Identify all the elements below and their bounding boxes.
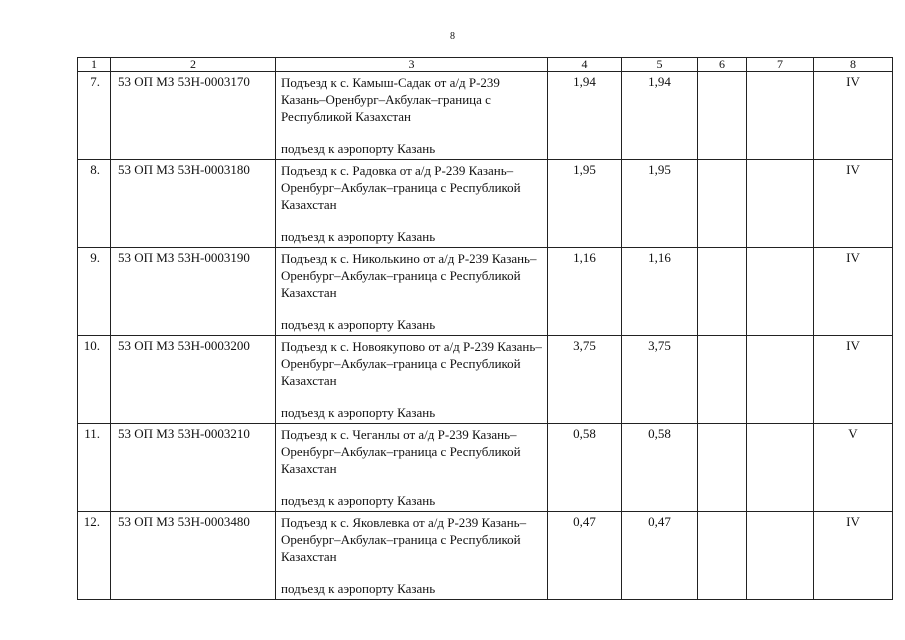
length-value: 3,75 <box>548 336 622 424</box>
length-value: 0,58 <box>548 424 622 512</box>
length-value: 1,95 <box>548 160 622 248</box>
column-7-value <box>747 512 814 600</box>
page-number: 8 <box>450 31 455 42</box>
road-category: V <box>814 424 893 512</box>
column-6-value <box>698 424 747 512</box>
length-value-2: 1,16 <box>622 248 698 336</box>
road-category: IV <box>814 160 893 248</box>
header-row <box>78 58 893 72</box>
table-body <box>78 72 893 600</box>
column-6-value <box>698 160 747 248</box>
row-number: 9. <box>78 248 111 336</box>
column-header: 1 <box>78 58 111 72</box>
road-note: подъезд к аэропорту Казань <box>281 141 436 156</box>
road-code: 53 ОП МЗ 53Н-0003170 <box>111 72 276 160</box>
road-note: подъезд к аэропорту Казань <box>281 317 436 332</box>
length-value: 1,94 <box>548 72 622 160</box>
column-header: 7 <box>747 58 814 72</box>
column-7-value <box>747 336 814 424</box>
road-name-cell <box>276 512 548 600</box>
column-7-value <box>747 248 814 336</box>
roads-table <box>77 57 893 600</box>
column-header: 8 <box>814 58 893 72</box>
column-header: 3 <box>276 58 548 72</box>
road-code: 53 ОП МЗ 53Н-0003200 <box>111 336 276 424</box>
length-value-2: 0,47 <box>622 512 698 600</box>
length-value: 1,16 <box>548 248 622 336</box>
row-number: 11. <box>78 424 111 512</box>
length-value-2: 1,95 <box>622 160 698 248</box>
column-header: 4 <box>548 58 622 72</box>
road-name: Подъезд к с. Яковлевка от а/д Р-239 Казань–Оренбург–Акбулак–граница с Республикой Казахстан <box>281 515 527 564</box>
road-name-cell <box>276 336 548 424</box>
road-category: IV <box>814 248 893 336</box>
column-header: 2 <box>111 58 276 72</box>
road-category: IV <box>814 72 893 160</box>
road-name: Подъезд к с. Чеганлы от а/д Р-239 Казань–Оренбург–Акбулак–граница с Республикой Казахстан <box>281 427 521 476</box>
column-header: 6 <box>698 58 747 72</box>
table-row <box>78 160 893 248</box>
length-value-2: 0,58 <box>622 424 698 512</box>
road-note: подъезд к аэропорту Казань <box>281 405 436 420</box>
column-7-value <box>747 160 814 248</box>
column-6-value <box>698 72 747 160</box>
road-code: 53 ОП МЗ 53Н-0003180 <box>111 160 276 248</box>
road-code: 53 ОП МЗ 53Н-0003480 <box>111 512 276 600</box>
road-note: подъезд к аэропорту Казань <box>281 493 436 508</box>
road-name: Подъезд к с. Камыш-Садак от а/д Р-239 Казань–Оренбург–Акбулак–граница с Республикой Казахстан <box>281 75 500 124</box>
column-header: 5 <box>622 58 698 72</box>
column-6-value <box>698 336 747 424</box>
road-name: Подъезд к с. Новоякупово от а/д Р-239 Казань–Оренбург–Акбулак–граница с Республикой Казахстан <box>281 339 542 388</box>
road-name-cell <box>276 160 548 248</box>
road-category: IV <box>814 512 893 600</box>
road-code: 53 ОП МЗ 53Н-0003210 <box>111 424 276 512</box>
row-number: 12. <box>78 512 111 600</box>
column-7-value <box>747 424 814 512</box>
table-row <box>78 336 893 424</box>
column-6-value <box>698 248 747 336</box>
column-6-value <box>698 512 747 600</box>
road-name-cell <box>276 72 548 160</box>
row-number: 8. <box>78 160 111 248</box>
road-name-cell <box>276 248 548 336</box>
length-value-2: 3,75 <box>622 336 698 424</box>
road-note: подъезд к аэропорту Казань <box>281 581 436 596</box>
table-row <box>78 512 893 600</box>
road-note: подъезд к аэропорту Казань <box>281 229 436 244</box>
road-category: IV <box>814 336 893 424</box>
length-value: 0,47 <box>548 512 622 600</box>
road-name-cell <box>276 424 548 512</box>
table-row <box>78 248 893 336</box>
row-number: 10. <box>78 336 111 424</box>
road-name: Подъезд к с. Николькино от а/д Р-239 Казань–Оренбург–Акбулак–граница с Республикой Казахстан <box>281 251 537 300</box>
road-name: Подъезд к с. Радовка от а/д Р-239 Казань–Оренбург–Акбулак–граница с Республикой Казахстан <box>281 163 521 212</box>
length-value-2: 1,94 <box>622 72 698 160</box>
table-row <box>78 424 893 512</box>
row-number: 7. <box>78 72 111 160</box>
table-row <box>78 72 893 160</box>
column-7-value <box>747 72 814 160</box>
road-code: 53 ОП МЗ 53Н-0003190 <box>111 248 276 336</box>
